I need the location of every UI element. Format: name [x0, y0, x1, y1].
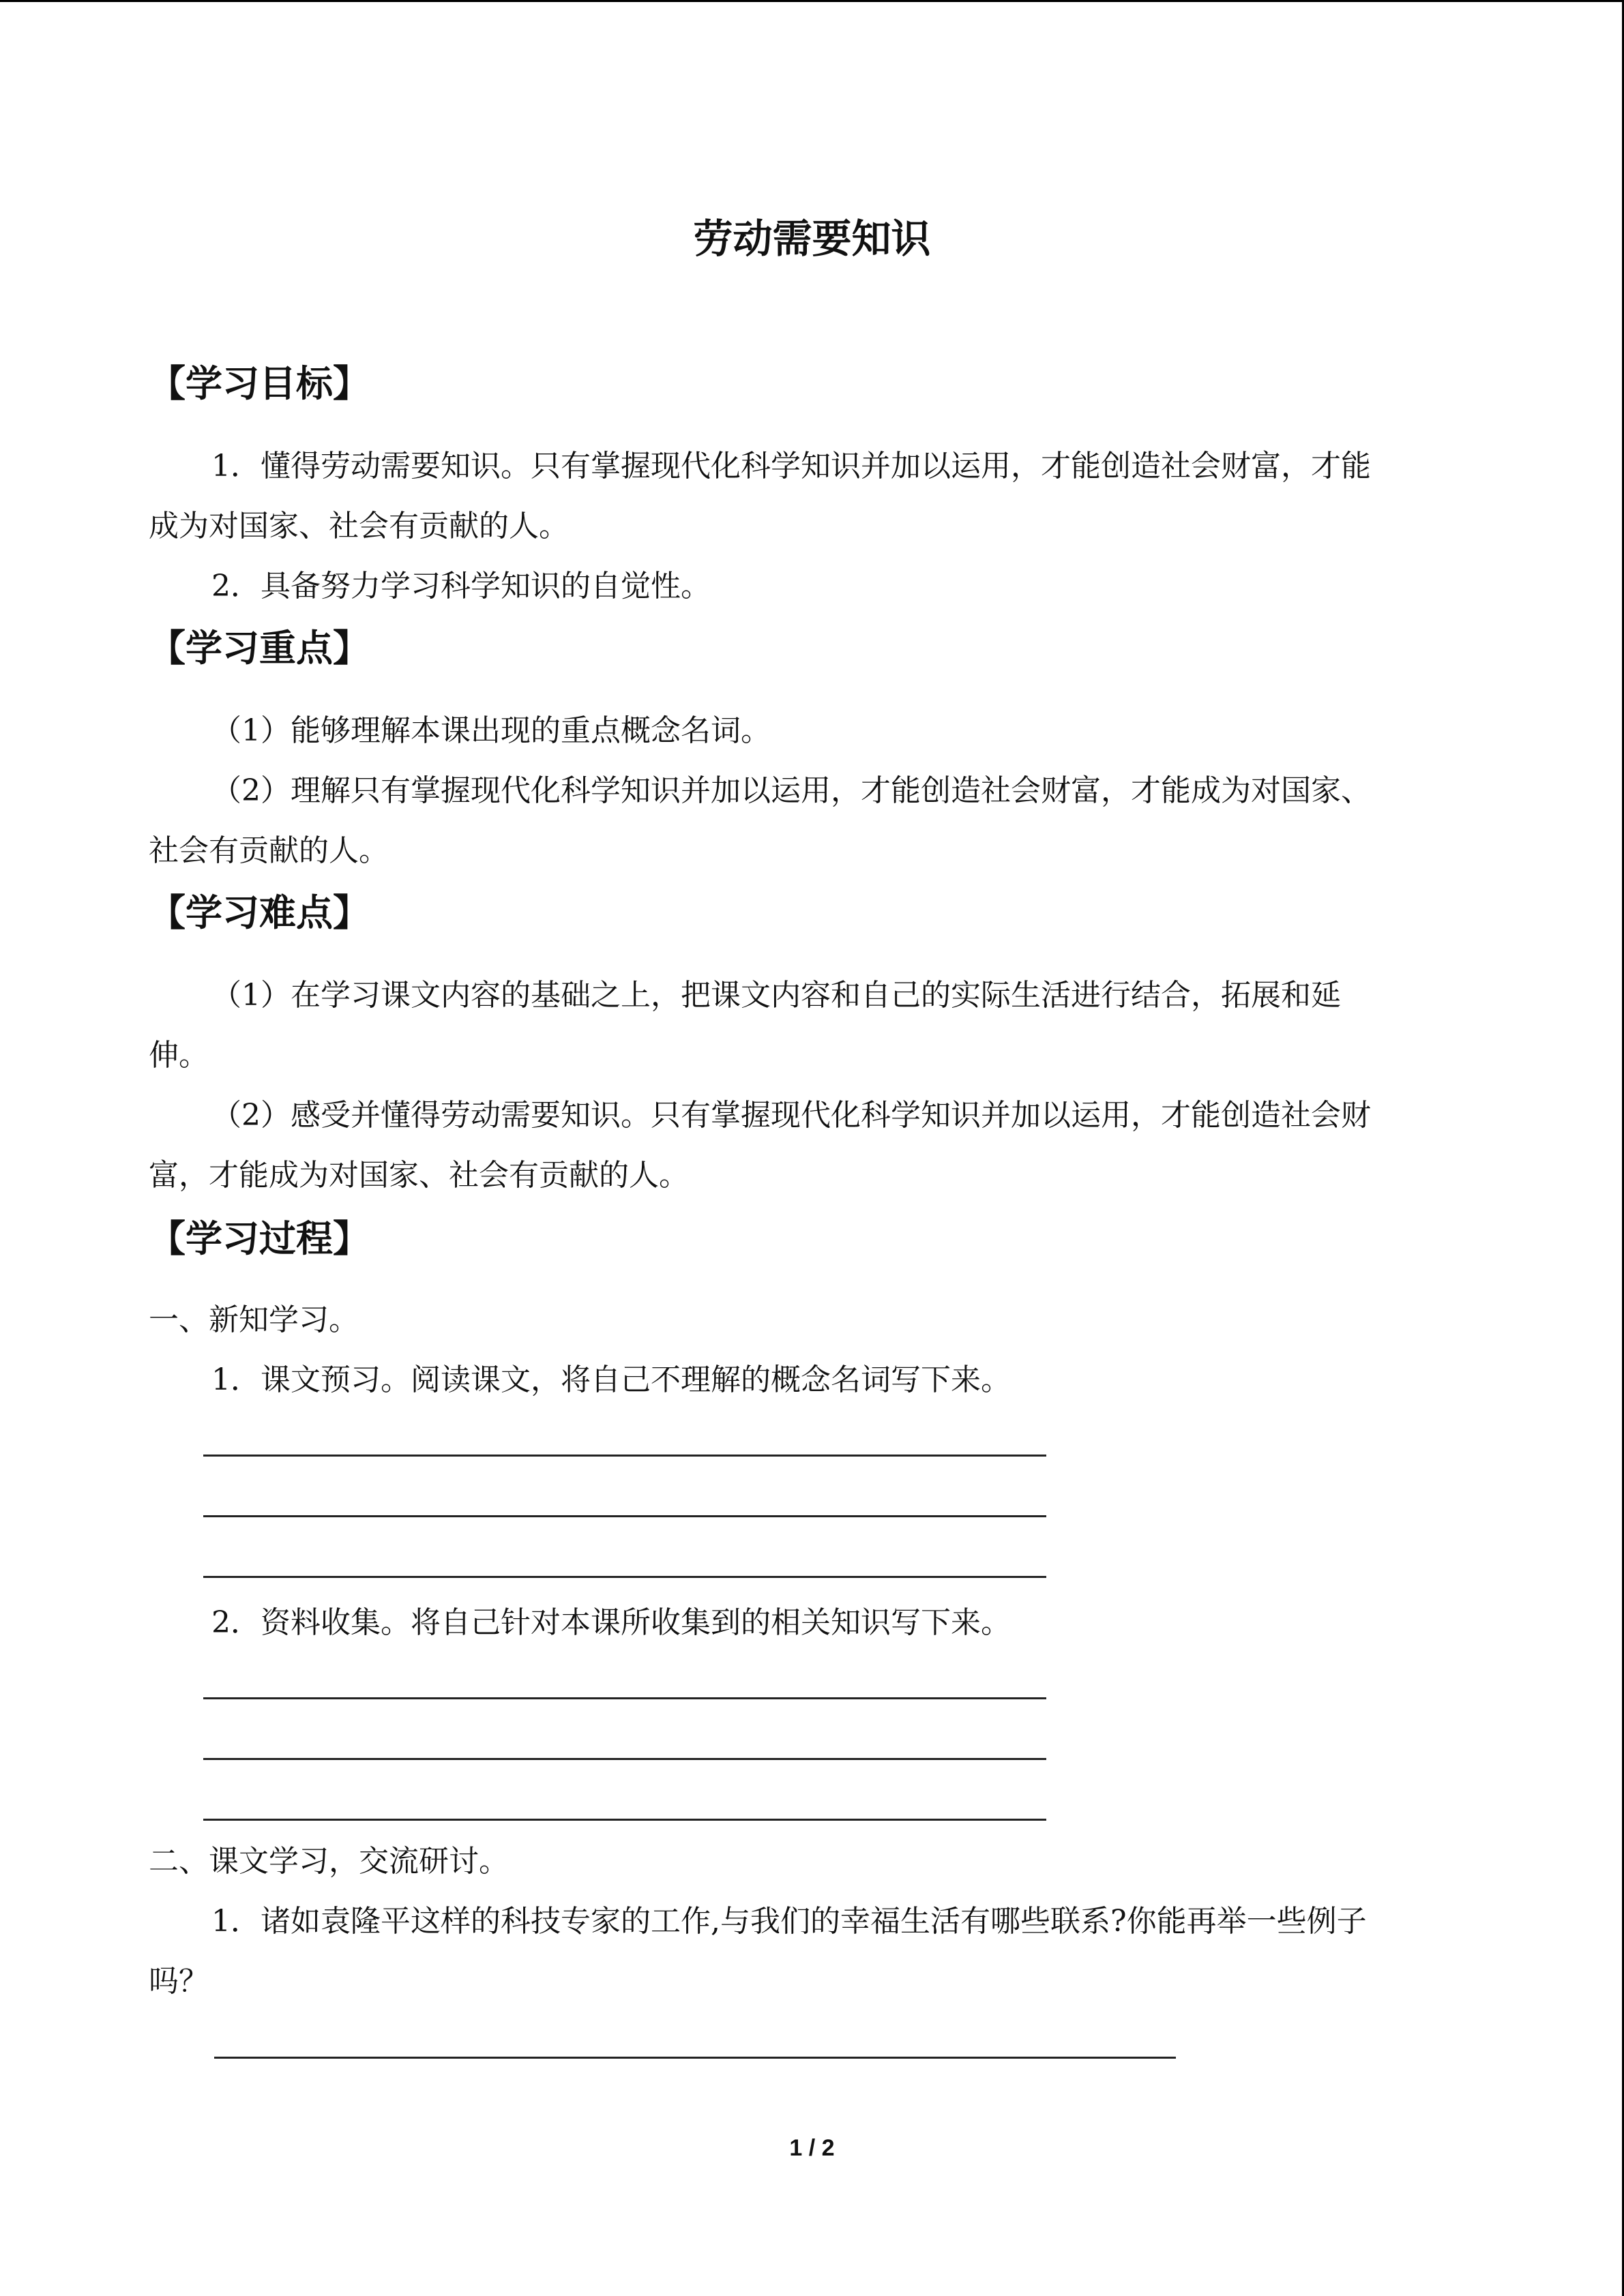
answer-line[interactable] — [203, 1576, 1046, 1578]
difficulty-line-4: 富，才能成为对国家、社会有贡献的人。 — [149, 1158, 689, 1193]
heading-difficulties: 【学习难点】 — [149, 891, 370, 934]
answer-line[interactable] — [214, 2057, 1176, 2059]
heading-learning-goals: 【学习目标】 — [149, 362, 370, 405]
answer-line[interactable] — [203, 1455, 1046, 1457]
document-title: 劳动需要知识 — [693, 215, 931, 262]
collection-task: 2．资料收集。将自己针对本课所收集到的相关知识写下来。 — [211, 1605, 1011, 1640]
page-number: 1 / 2 — [789, 2135, 835, 2161]
key-point-line-3: 社会有贡献的人。 — [149, 833, 389, 868]
difficulty-line-2: 伸。 — [149, 1038, 209, 1073]
key-point-line-2: （2）理解只有掌握现代化科学知识并加以运用，才能创造社会财富，才能成为对国家、 — [211, 773, 1371, 808]
goal-line-1: 1．懂得劳动需要知识。只有掌握现代化科学知识并加以运用，才能创造社会财富，才能 — [211, 449, 1371, 483]
answer-line[interactable] — [203, 1697, 1046, 1699]
preview-task: 1．课文预习。阅读课文，将自己不理解的概念名词写下来。 — [211, 1362, 1011, 1397]
answer-line[interactable] — [203, 1819, 1046, 1821]
part-two-heading: 二、课文学习，交流研讨。 — [149, 1844, 509, 1879]
heading-learning-process: 【学习过程】 — [149, 1217, 370, 1260]
heading-key-points: 【学习重点】 — [149, 627, 370, 670]
part-one-heading: 一、新知学习。 — [149, 1302, 359, 1337]
difficulty-line-3: （2）感受并懂得劳动需要知识。只有掌握现代化科学知识并加以运用，才能创造社会财 — [211, 1098, 1371, 1133]
question-1-line-1: 1．诸如袁隆平这样的科技专家的工作,与我们的幸福生活有哪些联系?你能再举一些例子 — [211, 1904, 1367, 1939]
difficulty-line-1: （1）在学习课文内容的基础之上，把课文内容和自己的实际生活进行结合，拓展和延 — [211, 978, 1341, 1013]
question-1-line-2: 吗？ — [149, 1964, 209, 1999]
goal-line-2: 成为对国家、社会有贡献的人。 — [149, 509, 569, 543]
answer-line[interactable] — [203, 1515, 1046, 1517]
key-point-line-1: （1）能够理解本课出现的重点概念名词。 — [211, 713, 771, 748]
goal-line-3: 2．具备努力学习科学知识的自觉性。 — [211, 569, 711, 603]
answer-line[interactable] — [203, 1758, 1046, 1760]
